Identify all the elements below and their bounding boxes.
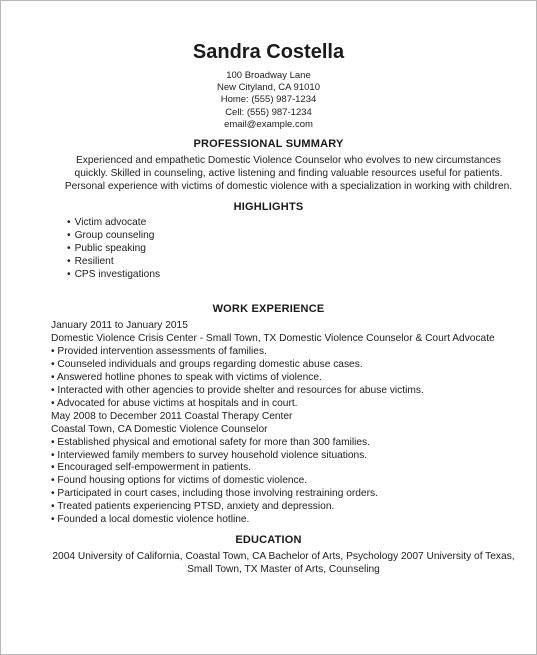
work-bullet: • Found housing options for victims of domestic violence. — [51, 475, 308, 487]
work-dates: January 2011 to January 2015 — [51, 320, 188, 331]
contact-block — [1, 70, 536, 131]
work-bullet: • Interacted with other agencies to provide shelter and resources for abuse victims. — [51, 384, 424, 396]
work-dates: May 2008 to December 2011 Coastal Therapy Center — [51, 410, 293, 422]
contact-city: New Cityland, CA 91010 — [217, 82, 320, 94]
work-bullet: • Founded a local domestic violence hotline. — [51, 514, 250, 526]
education-text — [31, 550, 536, 576]
work-experience — [51, 320, 495, 527]
highlight-item: • CPS investigations — [67, 268, 160, 281]
contact-email: email@example.com — [224, 118, 313, 130]
contact-cell-phone: Cell: (555) 987-1234 — [225, 106, 312, 118]
work-bullet: • Interviewed family members to survey household violence situations. — [51, 449, 368, 461]
work-bullet: • Encouraged self-empowerment in patients. — [51, 462, 252, 474]
work-bullet: • Counseled individuals and groups regarding domestic abuse cases. — [51, 358, 363, 370]
work-bullet: • Established physical and emotional safety for more than 300 families. — [51, 436, 370, 448]
work-employer: Coastal Town, CA Domestic Violence Counselor — [51, 423, 268, 435]
summary-line: Personal experience with victims of domestic violence with a specialization in working with children. — [64, 181, 513, 192]
education-line: Small Town, TX Master of Arts, Counseling — [187, 564, 380, 575]
candidate-name: Sandra Costella — [192, 41, 345, 63]
highlight-item: • Victim advocate — [67, 216, 160, 229]
summary-heading: PROFESSIONAL SUMMARY — [193, 138, 344, 150]
summary-text — [51, 154, 526, 193]
education-line: 2004 University of California, Coastal Town, CA Bachelor of Arts, Psychology 2007 University of Texas, — [52, 551, 515, 562]
education-heading: EDUCATION — [235, 534, 302, 546]
contact-address: 100 Broadway Lane — [226, 70, 311, 81]
summary-line: Experienced and empathetic Domestic Violence Counselor who evolves to new circumstances — [75, 155, 502, 166]
work-bullet: • Answered hotline phones to speak with victims of violence. — [51, 371, 322, 383]
work-bullet: • Participated in court cases, including those involving restraining orders. — [51, 488, 378, 500]
summary-line: quickly. Skilled in counseling, active listening and finding valuable resources useful for patients. — [74, 168, 503, 179]
highlight-item: • Group counseling — [67, 229, 160, 242]
highlights-list — [67, 216, 160, 281]
work-heading: WORK EXPERIENCE — [212, 303, 325, 315]
work-employer: Domestic Violence Crisis Center - Small Town, TX Domestic Violence Counselor & Court Advocate — [51, 332, 495, 344]
highlight-item: • Public speaking — [67, 242, 160, 255]
work-bullet: • Provided intervention assessments of families. — [51, 345, 267, 357]
work-bullet: • Treated patients experiencing PTSD, anxiety and depression. — [51, 501, 335, 513]
contact-home-phone: Home: (555) 987-1234 — [220, 94, 317, 106]
highlight-item: • Resilient — [67, 255, 160, 268]
highlights-heading: HIGHLIGHTS — [233, 201, 304, 213]
work-bullet: • Advocated for abuse victims at hospitals and in court. — [51, 397, 298, 409]
